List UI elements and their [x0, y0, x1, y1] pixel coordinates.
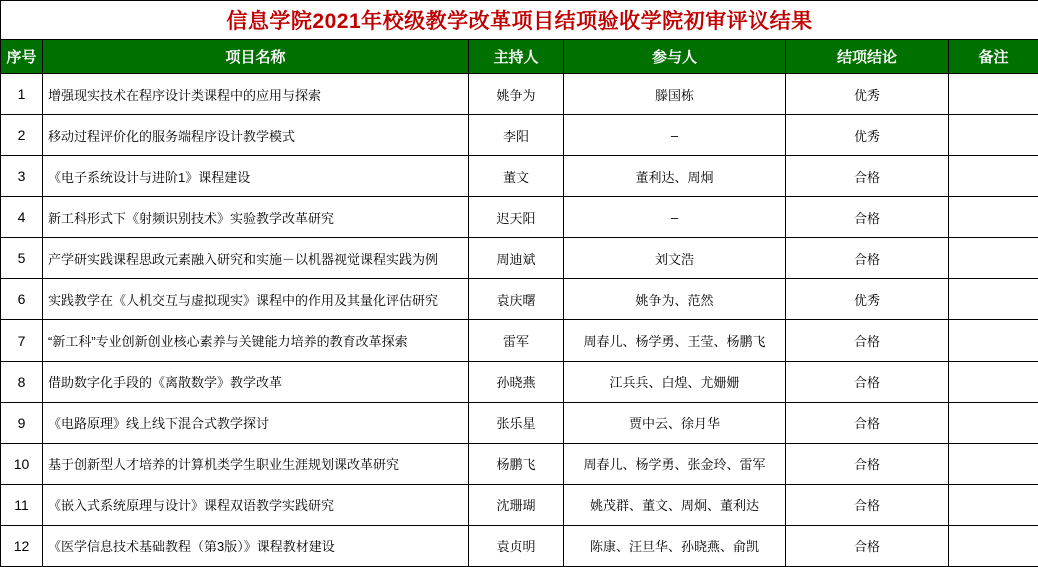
cell-no: 1 [1, 74, 43, 115]
cell-conclusion: 优秀 [786, 115, 949, 156]
cell-host: 袁庆曙 [469, 279, 564, 320]
table-row [1, 74, 1038, 115]
table-title-row [1, 1, 1038, 40]
table-row [1, 279, 1038, 320]
cell-conclusion: 合格 [786, 484, 949, 525]
cell-participants: 贾中云、徐月华 [564, 402, 786, 443]
cell-remark [949, 279, 1038, 320]
cell-participants: – [564, 115, 786, 156]
table-row [1, 361, 1038, 402]
column-header-host: 主持人 [469, 40, 564, 74]
cell-host: 孙晓燕 [469, 361, 564, 402]
cell-name: 增强现实技术在程序设计类课程中的应用与探索 [43, 74, 469, 115]
cell-remark [949, 484, 1038, 525]
table-row [1, 484, 1038, 525]
cell-name: 《电路原理》线上线下混合式教学探讨 [43, 402, 469, 443]
cell-participants: 周春儿、杨学勇、王莹、杨鹏飞 [564, 320, 786, 361]
cell-host: 雷军 [469, 320, 564, 361]
table-row [1, 443, 1038, 484]
cell-name: 产学研实践课程思政元素融入研究和实施－以机器视觉课程实践为例 [43, 238, 469, 279]
cell-host: 袁贞明 [469, 525, 564, 566]
cell-conclusion: 合格 [786, 525, 949, 566]
cell-participants: 姚争为、范然 [564, 279, 786, 320]
cell-remark [949, 320, 1038, 361]
table-header-row [1, 40, 1038, 74]
cell-name: 实践教学在《人机交互与虚拟现实》课程中的作用及其量化评估研究 [43, 279, 469, 320]
cell-no: 8 [1, 361, 43, 402]
cell-conclusion: 合格 [786, 361, 949, 402]
table-row [1, 197, 1038, 238]
cell-no: 3 [1, 156, 43, 197]
column-header-remark: 备注 [949, 40, 1038, 74]
cell-remark [949, 197, 1038, 238]
cell-remark [949, 238, 1038, 279]
cell-no: 5 [1, 238, 43, 279]
table-row [1, 320, 1038, 361]
cell-participants: 姚茂群、董文、周炯、董利达 [564, 484, 786, 525]
table-body [1, 74, 1038, 567]
cell-host: 姚争为 [469, 74, 564, 115]
cell-no: 12 [1, 525, 43, 566]
cell-remark [949, 443, 1038, 484]
cell-name: 新工科形式下《射频识别技术》实验教学改革研究 [43, 197, 469, 238]
cell-no: 9 [1, 402, 43, 443]
cell-name: 基于创新型人才培养的计算机类学生职业生涯规划课改革研究 [43, 443, 469, 484]
cell-host: 迟天阳 [469, 197, 564, 238]
cell-name: 移动过程评价化的服务端程序设计教学模式 [43, 115, 469, 156]
column-header-no: 序号 [1, 40, 43, 74]
cell-conclusion: 合格 [786, 238, 949, 279]
cell-no: 11 [1, 484, 43, 525]
cell-name: 《医学信息技术基础教程（第3版）》课程教材建设 [43, 525, 469, 566]
cell-no: 2 [1, 115, 43, 156]
table-row [1, 156, 1038, 197]
cell-name: 《嵌入式系统原理与设计》课程双语教学实践研究 [43, 484, 469, 525]
cell-conclusion: 合格 [786, 197, 949, 238]
page-title: 信息学院2021年校级教学改革项目结项验收学院初审评议结果 [1, 1, 1038, 40]
cell-name: 借助数字化手段的《离散数学》教学改革 [43, 361, 469, 402]
cell-conclusion: 合格 [786, 443, 949, 484]
cell-conclusion: 优秀 [786, 279, 949, 320]
cell-remark [949, 74, 1038, 115]
cell-remark [949, 156, 1038, 197]
cell-remark [949, 361, 1038, 402]
cell-participants: 江兵兵、白煌、尤姗姗 [564, 361, 786, 402]
table-row [1, 525, 1038, 566]
cell-participants: 刘文浩 [564, 238, 786, 279]
column-header-name: 项目名称 [43, 40, 469, 74]
cell-host: 张乐星 [469, 402, 564, 443]
cell-participants: 陈康、汪旦华、孙晓燕、俞凯 [564, 525, 786, 566]
cell-conclusion: 合格 [786, 156, 949, 197]
cell-host: 李阳 [469, 115, 564, 156]
cell-conclusion: 合格 [786, 320, 949, 361]
cell-host: 沈珊瑚 [469, 484, 564, 525]
cell-no: 10 [1, 443, 43, 484]
cell-no: 6 [1, 279, 43, 320]
column-header-participants: 参与人 [564, 40, 786, 74]
cell-participants: 滕国栋 [564, 74, 786, 115]
column-header-conclusion: 结项结论 [786, 40, 949, 74]
cell-participants: 周春儿、杨学勇、张金玲、雷军 [564, 443, 786, 484]
cell-conclusion: 优秀 [786, 74, 949, 115]
cell-remark [949, 525, 1038, 566]
cell-host: 杨鹏飞 [469, 443, 564, 484]
cell-participants: – [564, 197, 786, 238]
cell-host: 董文 [469, 156, 564, 197]
cell-participants: 董利达、周炯 [564, 156, 786, 197]
cell-no: 7 [1, 320, 43, 361]
table-row [1, 115, 1038, 156]
cell-name: “新工科”专业创新创业核心素养与关键能力培养的教育改革探索 [43, 320, 469, 361]
table-row [1, 402, 1038, 443]
cell-conclusion: 合格 [786, 402, 949, 443]
cell-name: 《电子系统设计与进阶1》课程建设 [43, 156, 469, 197]
table-row [1, 238, 1038, 279]
cell-no: 4 [1, 197, 43, 238]
cell-remark [949, 115, 1038, 156]
cell-remark [949, 402, 1038, 443]
cell-host: 周迪斌 [469, 238, 564, 279]
